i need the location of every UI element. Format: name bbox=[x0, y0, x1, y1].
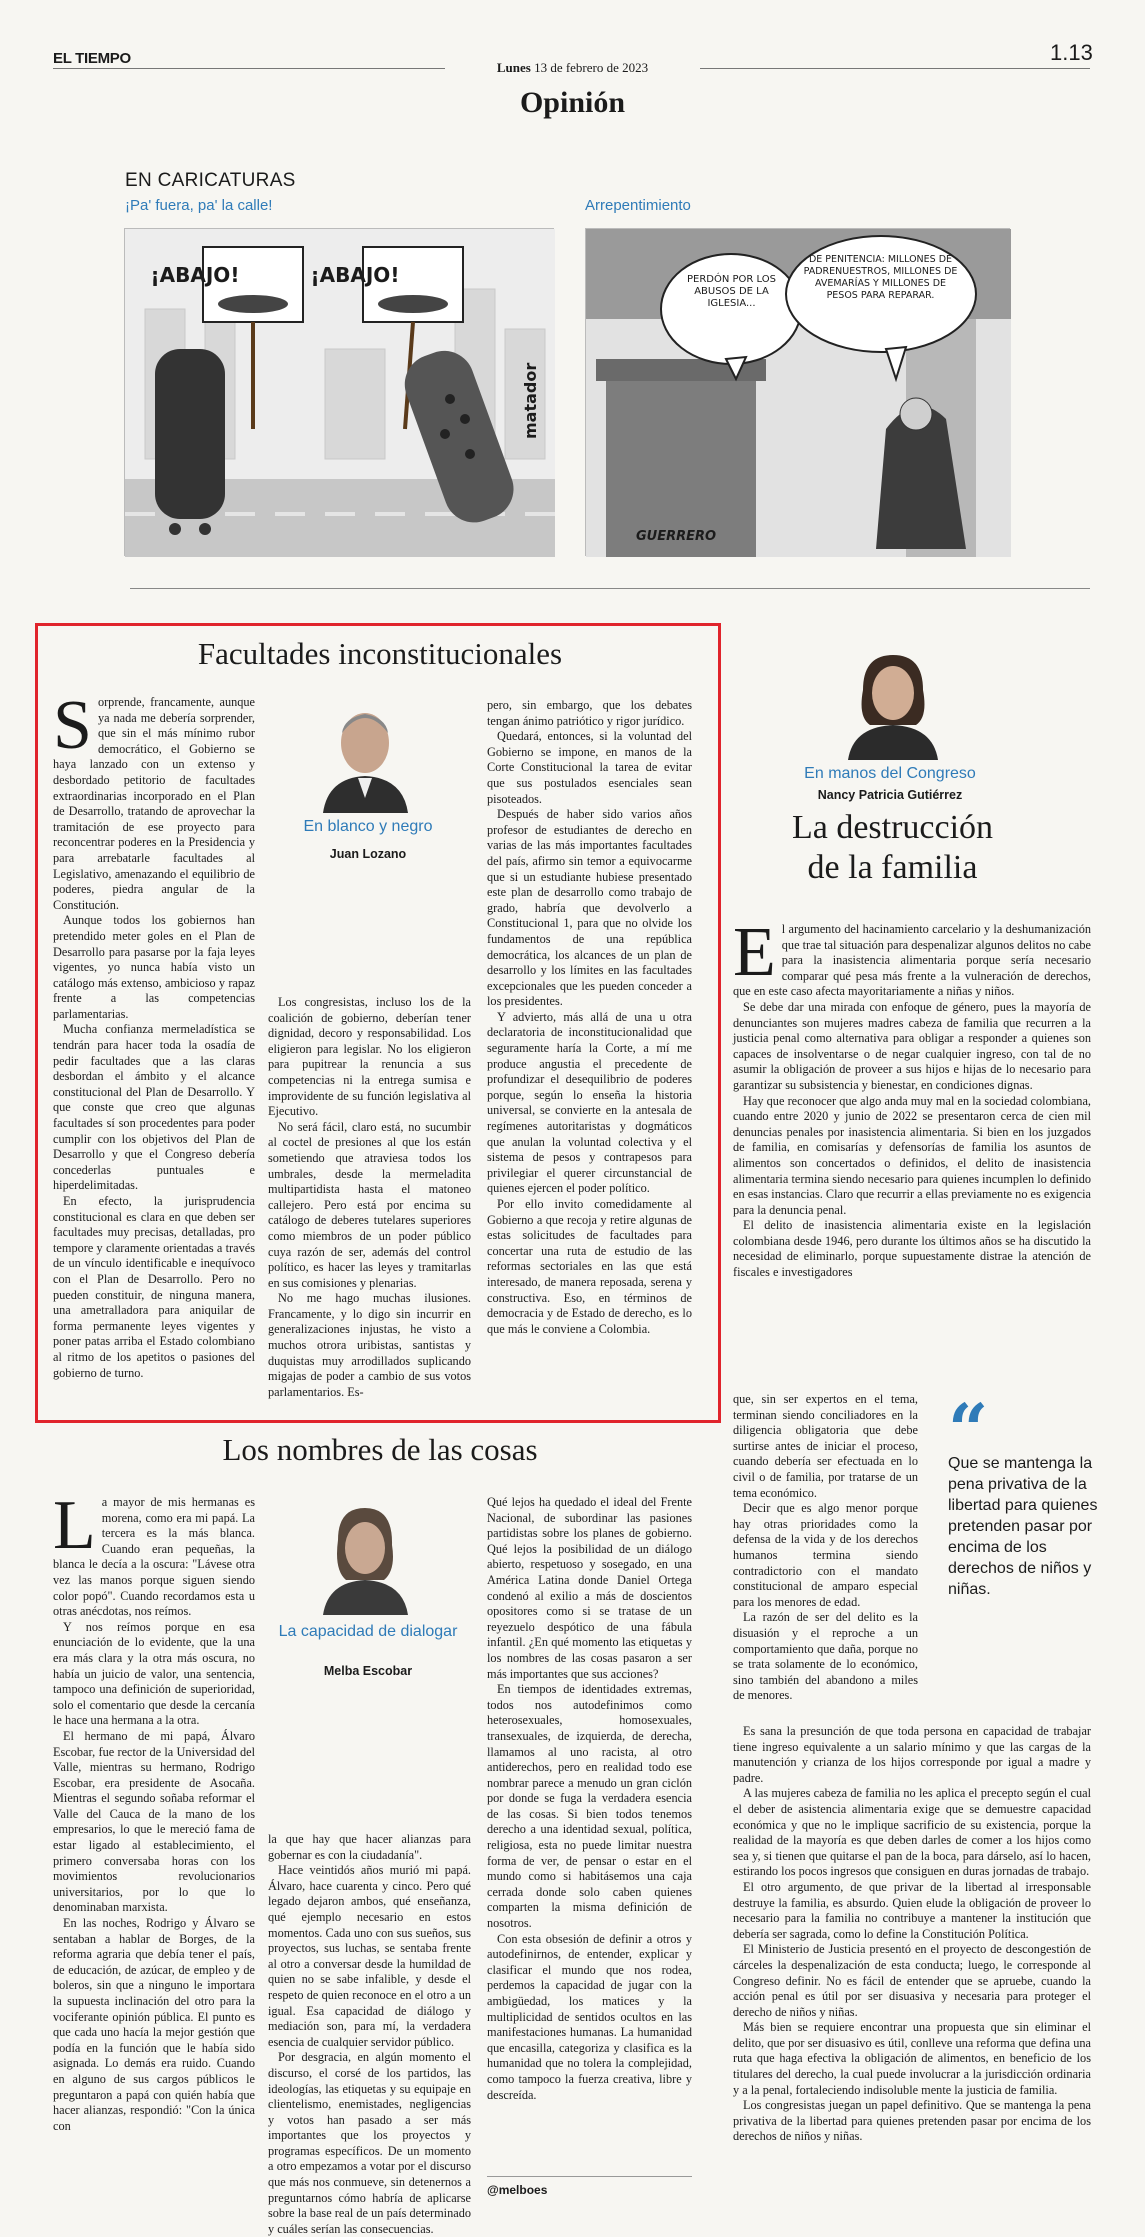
paragraph: No será fácil, claro está, no sucumbir al coctel de presiones al que los están sometiendo que atraviesa todos los umbrales, desde la mermeladita multipartidista hasta el matoneo callejero. Pero está por encima su catálogo de deberes tutelares superiores como miembros de un poder público cuya razón de ser, además del control político, es hacer las leyes y tramitarlas en sus comisiones y plenarias. bbox=[268, 1119, 471, 1290]
paragraph: orprende, francamente, aunque ya nada me debería sorprender, que sin el más mínimo rubor democrático, el Gobierno se haya lanzado con un extenso y desbordado petitorio de facultades extraordinarias incorporado en el Plan de Desarrollo, tratando de aprovechar la tramitación de ese proyecto para reconcentrar poderes en la Presidencia y para arrebatarle facultades al Legislativo, amenazando el equilibrio de poderes, piedra angular de la Constitución. bbox=[53, 695, 255, 912]
cartoon-right-caption: Arrepentimiento bbox=[585, 197, 691, 214]
cartoons-heading: EN CARICATURAS bbox=[125, 170, 296, 191]
article1-column-name: En blanco y negro bbox=[303, 818, 433, 835]
article2-dropcap: L bbox=[53, 1487, 96, 1564]
paragraph: Decir que es algo menor porque hay otras prioridades como la defensa de la vida y de los derechos humanos termina siendo contradictorio con el mandato constitucional de amparo especial para los menores de edad. bbox=[733, 1501, 918, 1609]
article3-column-name: En manos del Congreso bbox=[804, 765, 976, 782]
masthead: EL TIEMPO bbox=[53, 50, 131, 67]
paragraph: l argumento del hacinamiento carcelario y la deshumanización que trae tal situación para despenalizar algunos delitos no cabe para la inasistencia alimentaria porque sería necesario comparar qué pesa más frente a la vulneración de derechos, que en este caso afecta mayoritariamente a niñas y niños. bbox=[733, 922, 1091, 999]
article3-author: Nancy Patricia Gutiérrez bbox=[817, 788, 963, 802]
paragraph: Más bien se requiere encontrar una propuesta que sin eliminar el delito, que por ser disuasivo es útil, conlleve una reforma que defina una ruta que haga efectiva la obligación de alimentos, en beneficio de los titulares del derecho, la cual puede involucrar a la jurisdicción ordinaria y a la penal, fortaleciendo indisoluble mente la justicia de familia. bbox=[733, 2020, 1091, 2097]
cartoon-left bbox=[124, 228, 554, 556]
bubble-right-text: DE PENITENCIA: MILLONES DE PADRENUESTROS, MILLONES DE AVEMARÍAS Y MILLONES DE PESOS PARA REPARAR. bbox=[803, 254, 958, 301]
paragraph: la que hay que hacer alianzas para gobernar es con la ciudadanía". bbox=[268, 1832, 471, 1862]
cartoon-right-signature: GUERRERO bbox=[636, 529, 717, 544]
paragraph: Los congresistas juegan un papel definitivo. Que se mantenga la pena privativa de la libertad para quienes pretenden pasar por encima de los derechos de niños y niñas. bbox=[733, 2098, 1091, 2144]
article3-headline-line2: de la familia bbox=[807, 849, 978, 886]
article1-author: Juan Lozano bbox=[329, 847, 407, 861]
paragraph: El delito de inasistencia alimentaria existe en la legislación colombiana desde 1946, pero durante los últimos años se ha discutido la necesidad de eliminarlo, porque supuestamente distrae la atención de fiscales e investigadores bbox=[733, 1218, 1091, 1280]
article1-author-photo bbox=[318, 698, 413, 813]
paragraph: Hace veintidós años murió mi papá. Álvaro, hace cuarenta y cinco. Pero qué legado dejaron ambos, qué enseñanza, qué ejemplo necesario en estos momentos. Cada uno con sus sueños, sus proyectos, sus luchas, se sentaba frente al otro a conversar desde la humildad de quien no se sabe infalible, y desde el respeto de quien reconoce en el otro a un igual. Esa capacidad de diálogo y mediación son, para mí, la verdadera esencia de cualquier servidor público. bbox=[268, 1863, 471, 2049]
paragraph: Hay que reconocer que algo anda muy mal en la sociedad colombiana, cuando entre 2020 y junio de 2022 se presentaron cerca de cien mil denuncias penales por inasistencia alimentaria. Si bien en los juzgados de familia, en comisarías y defensorías de familia los asuntos de alimentos son concertados o definidos, el delito de inasistencia alimentaria termina siendo necesario para quienes incumplen lo definido en esas instancias. Claro que recurrir a ellas previamente no es exigencia para la denuncia penal. bbox=[733, 1093, 1091, 1217]
handle-rule bbox=[487, 2176, 692, 2177]
article3-body-top bbox=[733, 914, 1091, 1281]
paragraph: No me hago muchas ilusiones. Francamente, y lo digo sin incurrir en generalizaciones injustas, he visto a muchos otrora uribistas, santistas y duquistas muy arrodillados suplicando migajas de poder a cambio de sus votos parlamentarios. Es- bbox=[268, 1291, 471, 1399]
paragraph: Y nos reímos porque en esa enunciación de lo evidente, que la una era más clara y la otra más oscura, no había un juicio de valor, una sentencia, tampoco una definición de superioridad, solo el comentario que desde la cercanía le hace una hermana a la otra. bbox=[53, 1619, 255, 1728]
issue-date bbox=[0, 60, 1145, 76]
cartoon-right bbox=[585, 228, 1010, 556]
article3-body-bottom bbox=[733, 1724, 1091, 2145]
article3-headline bbox=[730, 808, 1055, 888]
paragraph: Después de haber sido varios años profesor de estudiantes de derecho en varias de las más importantes facultades del país, afirmo sin temor a equivocarme que si un estudiante hubiese presentado este plan de desarrollo como trabajo de grado, habría que devolverlo a Constitucional 1, para que no olvide los fundamentos de una república democrática, los alcances de un plan de desarrollo y los límites en las facultades excepcionales que les pueden conceder a los presidentes. bbox=[487, 807, 692, 1009]
article2-author-photo bbox=[318, 1500, 413, 1615]
paragraph: Por ello invito comedidamente al Gobierno a que recoja y retire algunas de estas solicitudes de facultades para concertar una ruta de estudio de las reformas sectoriales en las que está interesado, de manera reposada, serena y constructiva. Eso, en términos de democracia y de Estado de derecho, es lo que más le conviene a Colombia. bbox=[487, 1197, 692, 1336]
paragraph: Los congresistas, incluso los de la coalición de gobierno, deberían tener dignidad, decoro y responsabilidad. Los eligieron para legislar. No los eligieron para pupitrear la renuncia a sus competencias ni la entrega sumisa e improvidente de su función legislativa al Ejecutivo. bbox=[268, 995, 471, 1119]
article3-author-photo bbox=[838, 645, 948, 760]
paragraph: Aunque todos los gobiernos han pretendido meter goles en el Plan de Desarrollo para pasarse por la faja leyes vigentes, yo nunca había visto un catálogo más extenso, ambicioso y rapaz frente a las competencias parlamentarias. bbox=[53, 913, 255, 1021]
article3-body-narrow bbox=[733, 1392, 918, 1704]
paragraph: En las noches, Rodrigo y Álvaro se sentaban a hablar de Borges, de la reforma agraria que debía tener el país, de educación, de azúcar, de empleo y de boleros, sin que a ninguno le importara la supuesta inclinación del otro para la vociferante opinión pública. El punto es que cada uno hacía la mejor gestión que podía en la función que le había sido asignada. Lo demás era ruido. Cuando en alguno de sus cargos públicos le preguntaron a papá con quién había que hacer alianzas, respondió: "Con la única con bbox=[53, 1916, 255, 2133]
paragraph: A las mujeres cabeza de familia no les aplica el precepto según el cual el deber de asistencia alimentaria exige que se demuestre capacidad económica y que no le implique sacrificio de su existencia, porque la realidad de la mayoría es que deben darles de comer a los hijos como sea y, si tienen que quitarse el pan de la boca, para dárselo, así lo hacen, estirando los pocos ingresos que consiguen en duras jornadas de trabajo. bbox=[733, 1786, 1091, 1879]
paragraph: El Ministerio de Justicia presentó en el proyecto de descongestión de cárceles la despenalización de esta conducta; luego, le corresponde al Congreso definir. No es fácil de entender que se apruebe, cuando la acción penal es útil por ser disuasiva y necesaria para proteger el derecho de niños y niñas. bbox=[733, 1942, 1091, 2019]
article1-dropcap: S bbox=[53, 687, 92, 764]
paragraph: Por desgracia, en algún momento el discurso, el corsé de los partidos, las ideologías, las etiquetas y su equipaje en clientelismo, enemistades, negligencias y votos han pasado a ser más importantes que los proyectos y programas específicos. De un momento a otro empezamos a votar por el discurso que más nos conmueve, sin detenernos a preguntarnos cómo habría de aplicarse sobre la base real de un país determinado y cuáles serían las consecuencias. bbox=[268, 2050, 471, 2236]
paragraph: Y advierto, más allá de una u otra declaratoria de inconstitucionalidad que seguramente haría la Corte, a mí me produce angustia el precedente de profundizar el desequilibrio de poderes porque, según lo enseña la historia universal, se convierte en la antesala de regímenes autoritaristas y dogmáticos que anulan la voluntad colectiva y el sistema de pesos y contrapesos para privilegiar el querer circunstancial de quienes ejercen el poder político. bbox=[487, 1009, 692, 1196]
paragraph: El otro argumento, de que privar de la libertad al irresponsable destruye la familia, es absurdo. Quien elude la obligación de proveer lo necesario para la familia no contribuye a mantener la institución que debería ser sagrada, como lo define la Constitución Política. bbox=[733, 1879, 1091, 1941]
paragraph: El hermano de mi papá, Álvaro Escobar, fue rector de la Universidad del Valle, mientras su hermano, Rodrigo Escobar, era presidente de Asocaña. Mientras el segundo soñaba reformar el Valle del Cauca de la mano de los empresarios, lo que le mereció fama de estar ligado al establecimiento, el primero conversaba horas con los movimientos revolucionarios universitarios, por lo que lo denominaban marxista. bbox=[53, 1728, 255, 1915]
sign-right-text: ¡ABAJO! bbox=[310, 263, 400, 287]
paragraph: a mayor de mis hermanas es morena, como era mi papá. La tercera es la más blanca. Cuando eran pequeñas, la blanca le decía a la oscura: "Lávese otra vez las manos porque siguen siendo color popó". Cuando recordamos esta u otras anécdotas, nos reímos. bbox=[53, 1495, 255, 1619]
bubble-left-text: PERDÓN POR LOS ABUSOS DE LA IGLESIA... bbox=[687, 274, 776, 309]
paragraph: En tiempos de identidades extremas, todos nos autodefinimos como heterosexuales, homosexuales, transexuales, de izquierda, de derecha, llamamos al uno racista, al otro antiderechos, pero en realidad todo ese nombrar parece a menudo un gran ciclón por donde se fuga la verdadera esencia de las cosas. Si bien todos tenemos derecho a una identidad sexual, política, religiosa, esta no puede limitar nuestra forma de ver, de pensar o estar en el mundo como si habitásemos una caja cerrada donde solo caben quienes comparten la misma definición de nosotros. bbox=[487, 1682, 692, 1931]
section-title: Opinión bbox=[519, 86, 626, 119]
paragraph: Con esta obsesión de definir a otros y autodefinirnos, de entender, explicar y clasificar el mundo que nos rodea, perdemos la capacidad de jugar con la ambigüedad, los matices y la multiplicidad de sentidos ocultos en las manifestaciones humanas. La humanidad que encasilla, categoriza y clasifica es la humanidad que no tolera la complejidad, como tampoco la fuerza creativa, libre y descreída. bbox=[487, 1931, 692, 2102]
article1-col2 bbox=[268, 995, 471, 1400]
article1-col3 bbox=[487, 698, 692, 1337]
quote-icon: “ bbox=[948, 1388, 989, 1471]
paragraph: Mucha confianza mermeladística se tendrán para hacer toda la osadía de pedir facultades que a las claras desbordan el ámbito y el alcance constitucional del Plan de Desarrollo. Y que conste que creo que algunas facultades sí son procedentes para poder cumplir con los objetivos del Plan de Desarrollo y que el Congreso debería concederlas puntuales e hiperdelimitadas. bbox=[53, 1022, 255, 1193]
article3-dropcap: E bbox=[733, 914, 776, 991]
paragraph: La razón de ser del delito es la disuasión y el reproche a un comportamiento que daña, porque no se trata solamente de lo económico, sino también del abandono a miles de menores. bbox=[733, 1610, 918, 1703]
article2-col3 bbox=[487, 1495, 692, 2103]
paragraph: Qué lejos ha quedado el ideal del Frente Nacional, de subordinar las pasiones partidistas sobre los planes de gobierno. Qué lejos la posibilidad de un diálogo abierto, respetuoso y sosegado, en una América Latina donde Daniel Ortega condenó al exilio a más de doscientos opositores como si se tratase de un reyezuelo despótico de una fábula infantil. ¿En qué momento las etiquetas y los nombres de las cosas pasaron a ser más importantes que sus acciones? bbox=[487, 1495, 692, 1681]
article2-author: Melba Escobar bbox=[323, 1664, 413, 1678]
pull-quote: Que se mantenga la pena privativa de la libertad para quienes pretenden pasar por encima de los derechos de niños y niñas. bbox=[948, 1455, 1098, 1598]
article2-col1 bbox=[53, 1487, 255, 2134]
date-rest: 13 de febrero de 2023 bbox=[530, 60, 649, 75]
cartoon-left-caption: ¡Pa' fuera, pa' la calle! bbox=[125, 197, 273, 214]
article2-headline: Los nombres de las cosas bbox=[222, 1432, 538, 1467]
paragraph: Se debe dar una mirada con enfoque de género, pues la mayoría de denunciantes son mujeres madres cabeza de familia que recurren a la justicia penal como alternativa para obligar a responder a quienes son capaces de insolventarse o de negar cualquier ingreso, con tal de no asumir la obligación de proveer a sus hijos e hijas de lo necesario para garantizar su subsistencia y bienestar, en condiciones dignas. bbox=[733, 999, 1091, 1092]
paragraph: Quedará, entonces, si la voluntad del Gobierno se impone, en manos de la Corte Constitucional la tarea de evitar que sus postulados esenciales sean pisoteados. bbox=[487, 729, 692, 806]
cartoon-left-signature: matador bbox=[521, 362, 540, 439]
article2-column-name: La capacidad de dialogar bbox=[278, 1623, 458, 1640]
article3-headline-line1: La destrucción bbox=[791, 809, 994, 846]
paragraph: Es sana la presunción de que toda persona en capacidad de trabajar tiene ingreso equivalente a un salario mínimo y que las cargas de la manutención y crianza de los hijos corresponde por igual a madre y padre. bbox=[733, 1724, 1091, 1785]
page-number: 1.13 bbox=[1050, 40, 1093, 65]
article1-headline: Facultades inconstitucionales bbox=[197, 636, 563, 671]
cartoons-divider bbox=[130, 588, 1090, 589]
sign-left-text: ¡ABAJO! bbox=[150, 263, 240, 287]
article1-col1 bbox=[53, 687, 255, 1381]
article2-handle: @melboes bbox=[487, 2183, 548, 2197]
paragraph: En efecto, la jurisprudencia constitucional es clara en que deben ser facultades muy precisas, detalladas, pro tempore y claramente orientadas a través de un vínculo identificable e inequívoco con el Plan de Desarrollo. Pero no pueden constituir, de ninguna manera, una ametralladora para aniquilar de forma permanente leyes vigentes y poner patas arriba el Estado colombiano al ritmo de los apetitos o pasiones del gobierno de turno. bbox=[53, 1194, 255, 1380]
article2-col2 bbox=[268, 1832, 471, 2237]
paragraph: que, sin ser expertos en el tema, terminan siendo conciliadores en la diligencia obligatoria que debe surtirse antes de iniciar el proceso, cuando debería ser efectuada en lo civil o de familia, por tratarse de un tema económico. bbox=[733, 1392, 918, 1500]
date-day: Lunes bbox=[496, 60, 531, 75]
paragraph: pero, sin embargo, que los debates tengan ánimo patriótico y rigor jurídico. bbox=[487, 698, 692, 728]
